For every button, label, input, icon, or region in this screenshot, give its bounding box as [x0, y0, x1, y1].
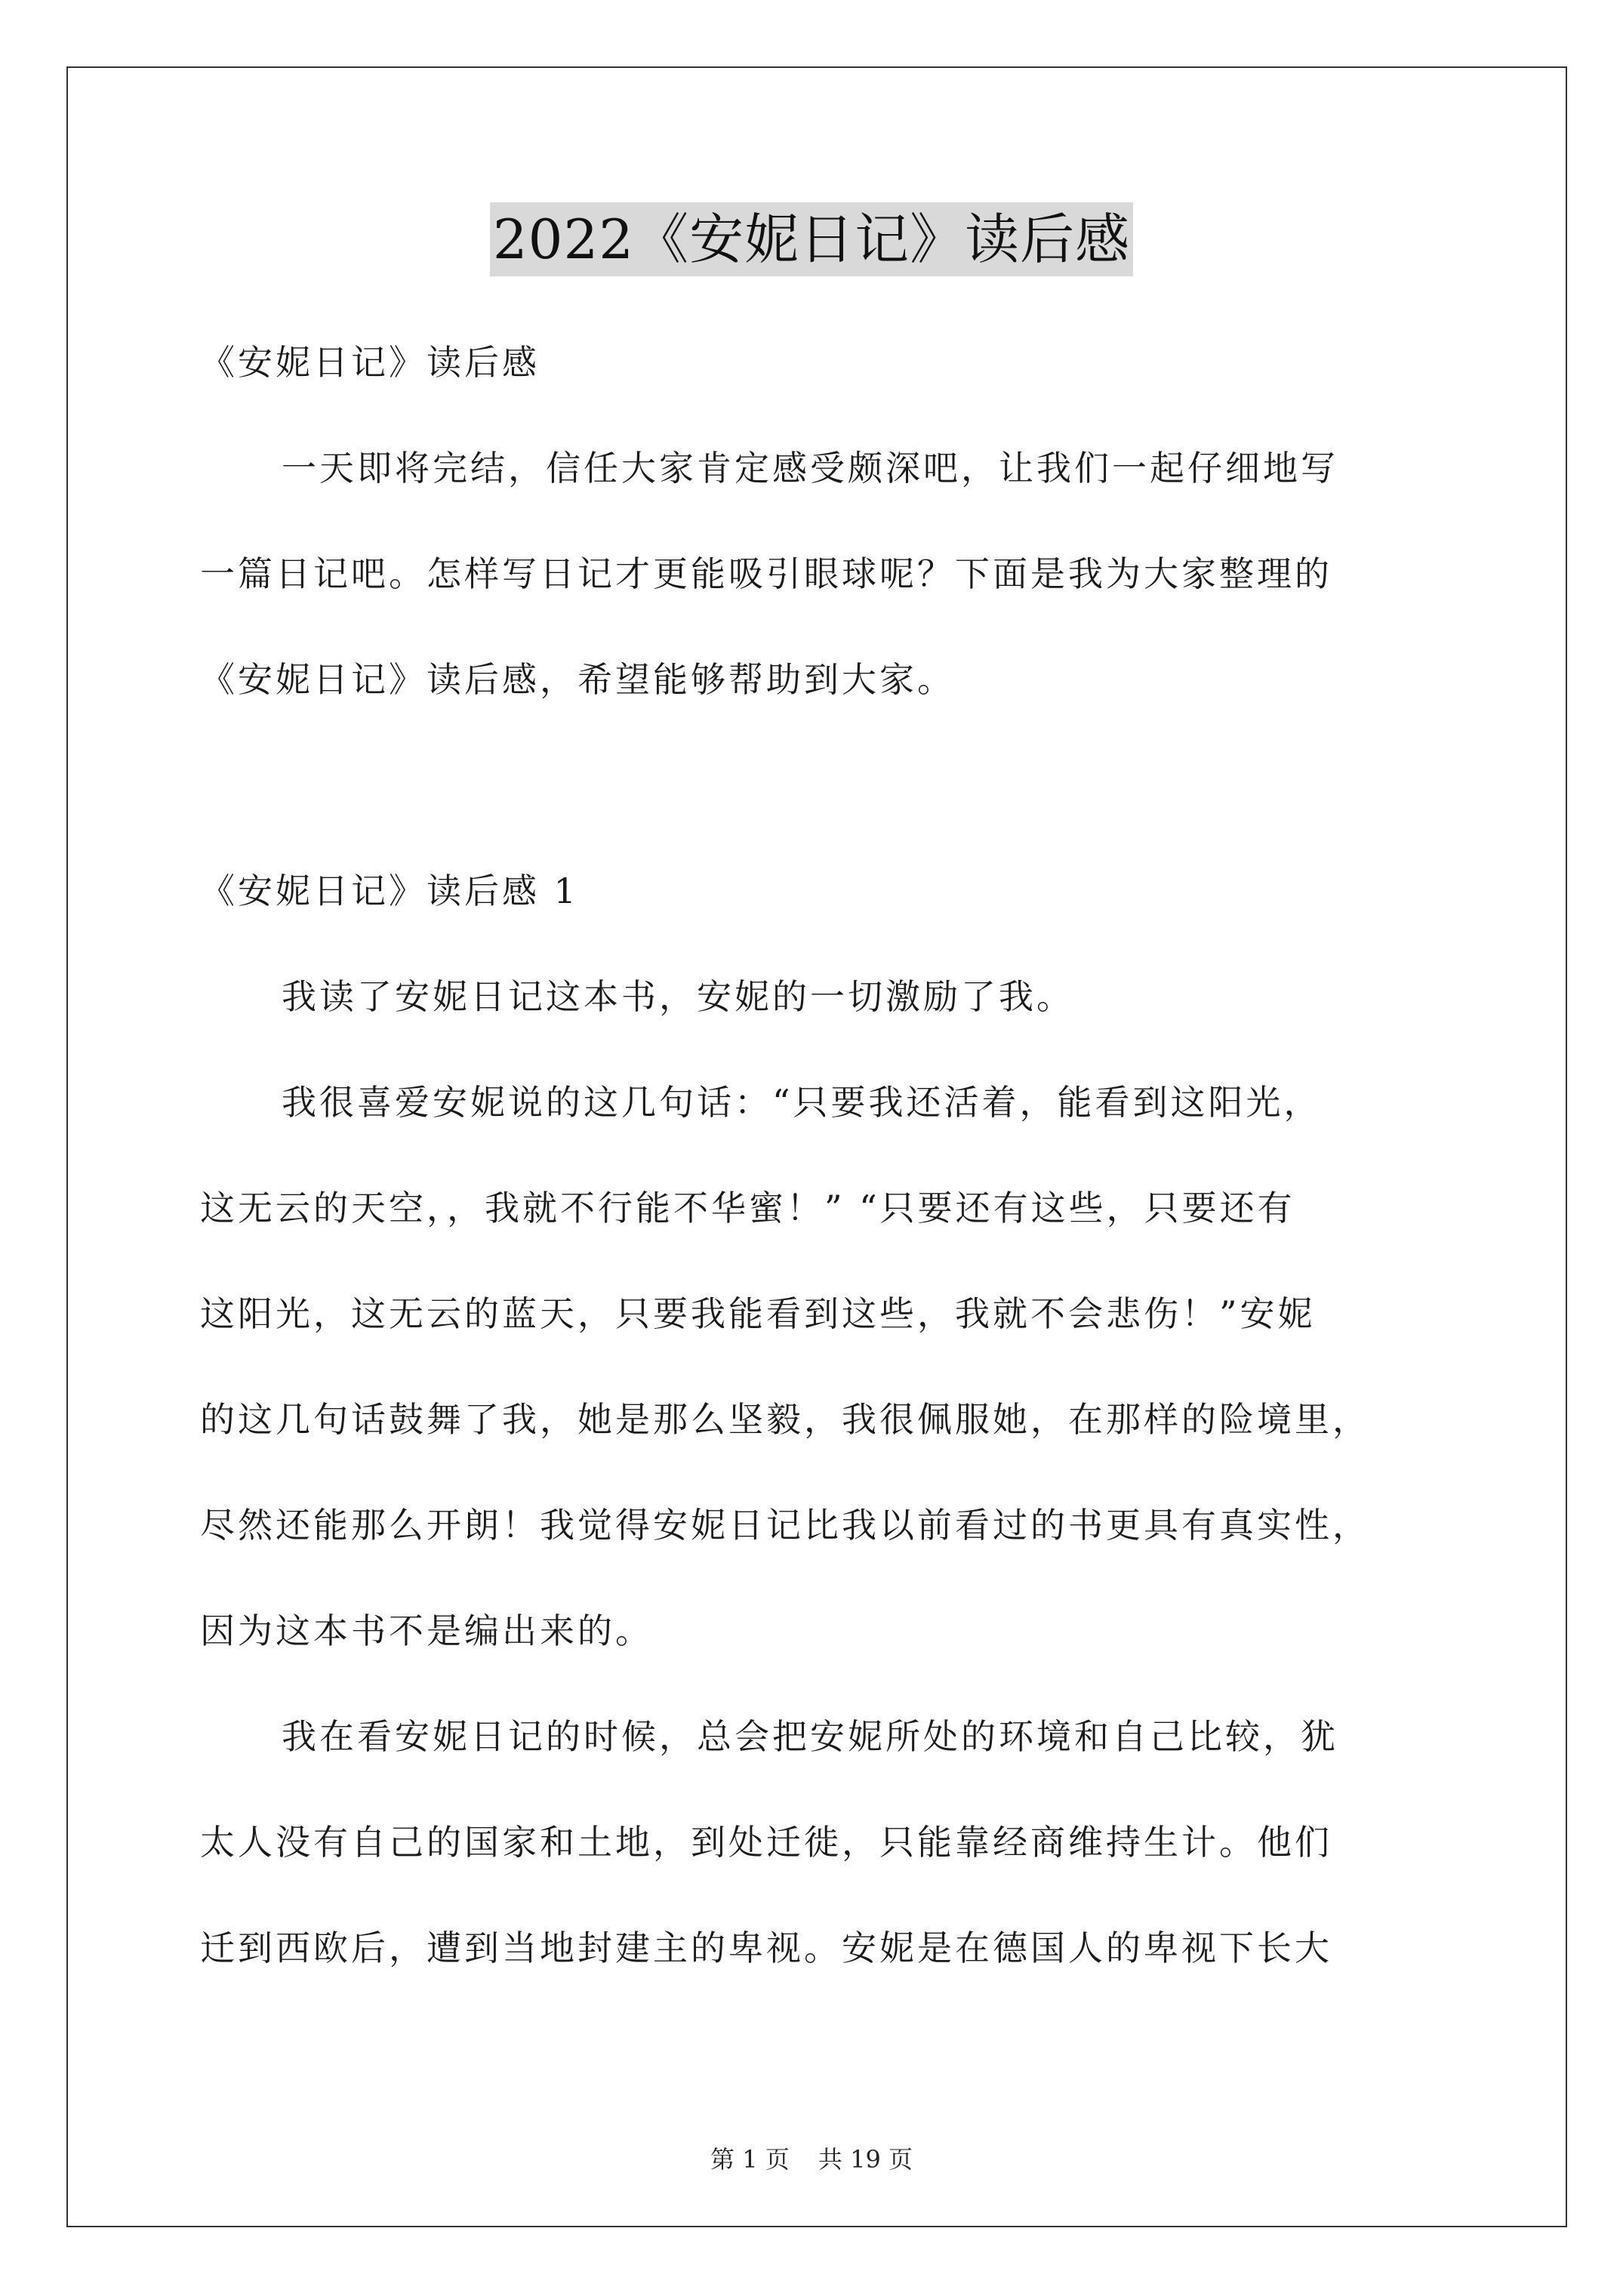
- paragraph-line: 的这几句话鼓舞了我，她是那么坚毅，我很佩服她，在那样的险境里，: [200, 1399, 1370, 1440]
- section-heading: 《安妮日记》读后感: [200, 342, 540, 383]
- document-body: [200, 310, 1431, 2001]
- spacer: [200, 732, 1431, 838]
- paragraph-line: 迁到西欧后，遭到当地封建主的卑视。安妮是在德国人的卑视下长大: [200, 1928, 1332, 1968]
- paragraph-line: 我在看安妮日记的时候，总会把安妮所处的环境和自己比较，犹: [282, 1716, 1338, 1757]
- document-title: 2022《安妮日记》读后感: [490, 202, 1133, 276]
- paragraph-line: 《安妮日记》读后感，希望能够帮助到大家。: [200, 659, 955, 700]
- paragraph-line: 太人没有自己的国家和土地，到处迁徙，只能靠经商维持生计。他们: [200, 1822, 1332, 1863]
- paragraph-line: 这无云的天空，，我就不行能不华蜜！” “只要还有这些，只要还有: [200, 1188, 1295, 1228]
- paragraph-line: 我很喜爱安妮说的这几句话：“只要我还活着，能看到这阳光，: [282, 1082, 1322, 1123]
- paragraph-line: 一篇日记吧。怎样写日记才更能吸引眼球呢？下面是我为大家整理的: [200, 553, 1332, 594]
- paragraph-line: 一天即将完结，信任大家肯定感受颇深吧，让我们一起仔细地写: [282, 448, 1338, 488]
- title-container: [0, 202, 1623, 276]
- paragraph-line: 这阳光，这无云的蓝天，只要我能看到这些，我就不会悲伤！”安妮: [200, 1293, 1316, 1334]
- paragraph-line: 因为这本书不是编出来的。: [200, 1610, 653, 1651]
- section-heading: 《安妮日记》读后感 1: [200, 871, 579, 911]
- page-total: 共 19 页: [818, 2145, 913, 2174]
- paragraph-line: 我读了安妮日记这本书，安妮的一切激励了我。: [282, 976, 1074, 1017]
- page-number: 第 1 页: [710, 2145, 790, 2174]
- paragraph-line: 尽然还能那么开朗！我觉得安妮日记比我以前看过的书更具有真实性，: [200, 1505, 1370, 1546]
- page-footer: [0, 2140, 1623, 2175]
